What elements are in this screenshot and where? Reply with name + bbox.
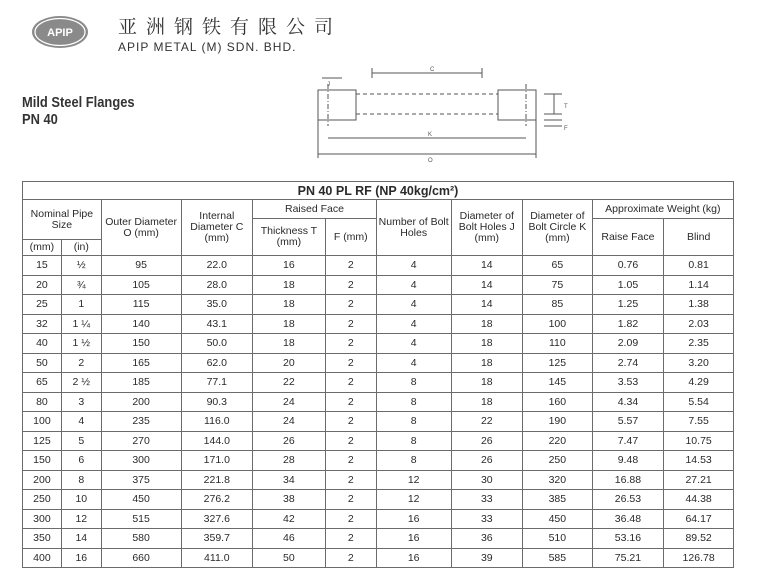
cell-outer-diameter: 660 bbox=[101, 548, 181, 568]
header-thickness: Thickness T (mm) bbox=[253, 219, 326, 256]
cell-thickness: 50 bbox=[253, 548, 326, 568]
cell-nominal-in: ½ bbox=[61, 256, 101, 276]
cell-bolt-hole-diameter: 36 bbox=[451, 529, 523, 549]
cell-bolt-hole-diameter: 18 bbox=[451, 392, 523, 412]
cell-weight-raise-face: 0.76 bbox=[592, 256, 664, 276]
cell-weight-raise-face: 1.05 bbox=[592, 275, 664, 295]
cell-weight-raise-face: 53.16 bbox=[592, 529, 664, 549]
cell-weight-raise-face: 2.09 bbox=[592, 334, 664, 354]
header-raise-face-weight: Raise Face bbox=[592, 219, 664, 256]
cell-bolt-holes: 8 bbox=[376, 373, 451, 393]
cell-bolt-holes: 12 bbox=[376, 490, 451, 510]
cell-bolt-holes: 16 bbox=[376, 509, 451, 529]
header-number-of-bolt-holes: Number of Bolt Holes bbox=[376, 200, 451, 256]
cell-weight-blind: 4.29 bbox=[664, 373, 734, 393]
cell-outer-diameter: 95 bbox=[101, 256, 181, 276]
label-o: O bbox=[428, 158, 433, 164]
cell-nominal-in: 8 bbox=[61, 470, 101, 490]
cell-bolt-holes: 4 bbox=[376, 353, 451, 373]
cell-outer-diameter: 105 bbox=[101, 275, 181, 295]
cell-nominal-mm: 300 bbox=[23, 509, 62, 529]
table-row bbox=[23, 490, 734, 510]
cell-weight-blind: 2.03 bbox=[664, 314, 734, 334]
label-f: F bbox=[564, 126, 568, 132]
cell-bolt-hole-diameter: 18 bbox=[451, 353, 523, 373]
table-row bbox=[23, 275, 734, 295]
cell-outer-diameter: 185 bbox=[101, 373, 181, 393]
cell-bolt-circle-diameter: 320 bbox=[523, 470, 593, 490]
cell-f: 2 bbox=[325, 256, 376, 276]
cell-nominal-in: ¾ bbox=[61, 275, 101, 295]
cell-internal-diameter: 327.6 bbox=[181, 509, 253, 529]
cell-outer-diameter: 150 bbox=[101, 334, 181, 354]
cell-bolt-holes: 4 bbox=[376, 275, 451, 295]
table-row bbox=[23, 509, 734, 529]
header-outer-diameter: Outer Diameter O (mm) bbox=[101, 200, 181, 256]
header-blind-weight: Blind bbox=[664, 219, 734, 256]
cell-nominal-in: 2 bbox=[61, 353, 101, 373]
cell-bolt-hole-diameter: 33 bbox=[451, 509, 523, 529]
cell-internal-diameter: 77.1 bbox=[181, 373, 253, 393]
cell-bolt-hole-diameter: 14 bbox=[451, 295, 523, 315]
cell-thickness: 24 bbox=[253, 392, 326, 412]
cell-outer-diameter: 165 bbox=[101, 353, 181, 373]
cell-bolt-holes: 8 bbox=[376, 412, 451, 432]
cell-bolt-hole-diameter: 26 bbox=[451, 451, 523, 471]
cell-bolt-circle-diameter: 450 bbox=[523, 509, 593, 529]
cell-f: 2 bbox=[325, 314, 376, 334]
cell-nominal-in: 5 bbox=[61, 431, 101, 451]
cell-f: 2 bbox=[325, 490, 376, 510]
label-t: T bbox=[564, 104, 568, 110]
company-name-chinese: 亚洲钢铁有限公司 bbox=[118, 16, 343, 38]
cell-f: 2 bbox=[325, 334, 376, 354]
label-k: K bbox=[428, 132, 433, 138]
company-name-english: APIP METAL (M) SDN. BHD. bbox=[118, 40, 297, 54]
cell-weight-raise-face: 7.47 bbox=[592, 431, 664, 451]
cell-bolt-circle-diameter: 385 bbox=[523, 490, 593, 510]
cell-internal-diameter: 171.0 bbox=[181, 451, 253, 471]
cell-nominal-in: 1 ¼ bbox=[61, 314, 101, 334]
cell-bolt-holes: 8 bbox=[376, 392, 451, 412]
header-mm: (mm) bbox=[23, 240, 62, 256]
cell-thickness: 20 bbox=[253, 353, 326, 373]
cell-nominal-mm: 40 bbox=[23, 334, 62, 354]
cell-thickness: 18 bbox=[253, 275, 326, 295]
cell-bolt-hole-diameter: 33 bbox=[451, 490, 523, 510]
cell-weight-blind: 5.54 bbox=[664, 392, 734, 412]
table-row bbox=[23, 392, 734, 412]
table-row bbox=[23, 353, 734, 373]
cell-weight-blind: 7.55 bbox=[664, 412, 734, 432]
cell-nominal-mm: 200 bbox=[23, 470, 62, 490]
cell-f: 2 bbox=[325, 548, 376, 568]
cell-bolt-holes: 16 bbox=[376, 548, 451, 568]
table-row bbox=[23, 373, 734, 393]
cell-nominal-in: 10 bbox=[61, 490, 101, 510]
cell-thickness: 22 bbox=[253, 373, 326, 393]
header-approximate-weight: Approximate Weight (kg) bbox=[592, 200, 733, 219]
label-c: C bbox=[430, 67, 435, 73]
cell-bolt-holes: 4 bbox=[376, 334, 451, 354]
cell-outer-diameter: 375 bbox=[101, 470, 181, 490]
cell-bolt-holes: 4 bbox=[376, 256, 451, 276]
cell-nominal-in: 1 ½ bbox=[61, 334, 101, 354]
cell-nominal-mm: 32 bbox=[23, 314, 62, 334]
header-raised-face: Raised Face bbox=[253, 200, 377, 219]
table-row bbox=[23, 451, 734, 471]
cell-bolt-circle-diameter: 125 bbox=[523, 353, 593, 373]
page-title bbox=[22, 94, 135, 128]
title-line-1: Mild Steel Flanges bbox=[22, 94, 135, 111]
cell-thickness: 18 bbox=[253, 314, 326, 334]
cell-weight-raise-face: 5.57 bbox=[592, 412, 664, 432]
cell-bolt-circle-diameter: 160 bbox=[523, 392, 593, 412]
cell-weight-raise-face: 26.53 bbox=[592, 490, 664, 510]
cell-bolt-holes: 4 bbox=[376, 314, 451, 334]
cell-nominal-mm: 400 bbox=[23, 548, 62, 568]
cell-bolt-circle-diameter: 145 bbox=[523, 373, 593, 393]
cell-f: 2 bbox=[325, 509, 376, 529]
cell-bolt-circle-diameter: 585 bbox=[523, 548, 593, 568]
header-f: F (mm) bbox=[325, 219, 376, 256]
cell-bolt-circle-diameter: 190 bbox=[523, 412, 593, 432]
header-diameter-of-bolt-circle: Diameter of Bolt Circle K (mm) bbox=[523, 200, 593, 256]
cell-thickness: 24 bbox=[253, 412, 326, 432]
cell-f: 2 bbox=[325, 431, 376, 451]
header-diameter-of-bolt-holes: Diameter of Bolt Holes J (mm) bbox=[451, 200, 523, 256]
cell-bolt-holes: 12 bbox=[376, 470, 451, 490]
cell-bolt-circle-diameter: 75 bbox=[523, 275, 593, 295]
cell-f: 2 bbox=[325, 373, 376, 393]
cell-nominal-in: 14 bbox=[61, 529, 101, 549]
cell-bolt-hole-diameter: 39 bbox=[451, 548, 523, 568]
cell-f: 2 bbox=[325, 451, 376, 471]
cell-weight-blind: 0.81 bbox=[664, 256, 734, 276]
table-row bbox=[23, 529, 734, 549]
cell-weight-raise-face: 2.74 bbox=[592, 353, 664, 373]
cell-internal-diameter: 28.0 bbox=[181, 275, 253, 295]
cell-thickness: 38 bbox=[253, 490, 326, 510]
cell-internal-diameter: 276.2 bbox=[181, 490, 253, 510]
cell-internal-diameter: 50.0 bbox=[181, 334, 253, 354]
cell-weight-raise-face: 75.21 bbox=[592, 548, 664, 568]
cell-thickness: 26 bbox=[253, 431, 326, 451]
header-nominal-pipe-size: Nominal Pipe Size bbox=[23, 200, 102, 240]
cell-bolt-circle-diameter: 510 bbox=[523, 529, 593, 549]
cell-nominal-mm: 50 bbox=[23, 353, 62, 373]
cell-thickness: 18 bbox=[253, 295, 326, 315]
cell-bolt-circle-diameter: 85 bbox=[523, 295, 593, 315]
table-row bbox=[23, 470, 734, 490]
table-row bbox=[23, 295, 734, 315]
cell-f: 2 bbox=[325, 353, 376, 373]
cell-nominal-mm: 100 bbox=[23, 412, 62, 432]
company-logo bbox=[30, 14, 90, 50]
cell-bolt-circle-diameter: 110 bbox=[523, 334, 593, 354]
cell-weight-blind: 27.21 bbox=[664, 470, 734, 490]
cell-bolt-circle-diameter: 250 bbox=[523, 451, 593, 471]
cell-outer-diameter: 115 bbox=[101, 295, 181, 315]
cell-internal-diameter: 90.3 bbox=[181, 392, 253, 412]
cell-f: 2 bbox=[325, 392, 376, 412]
cell-nominal-mm: 25 bbox=[23, 295, 62, 315]
cell-weight-raise-face: 1.25 bbox=[592, 295, 664, 315]
cell-weight-blind: 2.35 bbox=[664, 334, 734, 354]
cell-bolt-hole-diameter: 18 bbox=[451, 314, 523, 334]
cell-weight-blind: 89.52 bbox=[664, 529, 734, 549]
cell-nominal-mm: 150 bbox=[23, 451, 62, 471]
cell-nominal-mm: 125 bbox=[23, 431, 62, 451]
cell-nominal-in: 3 bbox=[61, 392, 101, 412]
cell-weight-blind: 126.78 bbox=[664, 548, 734, 568]
cell-outer-diameter: 270 bbox=[101, 431, 181, 451]
cell-internal-diameter: 35.0 bbox=[181, 295, 253, 315]
cell-internal-diameter: 144.0 bbox=[181, 431, 253, 451]
cell-nominal-mm: 250 bbox=[23, 490, 62, 510]
cell-weight-blind: 1.14 bbox=[664, 275, 734, 295]
cell-outer-diameter: 235 bbox=[101, 412, 181, 432]
cell-weight-blind: 14.53 bbox=[664, 451, 734, 471]
cell-outer-diameter: 515 bbox=[101, 509, 181, 529]
cell-weight-blind: 10.75 bbox=[664, 431, 734, 451]
cell-weight-blind: 44.38 bbox=[664, 490, 734, 510]
cell-bolt-holes: 8 bbox=[376, 451, 451, 471]
cell-outer-diameter: 300 bbox=[101, 451, 181, 471]
cell-internal-diameter: 116.0 bbox=[181, 412, 253, 432]
table-row bbox=[23, 412, 734, 432]
cell-weight-blind: 1.38 bbox=[664, 295, 734, 315]
cell-internal-diameter: 221.8 bbox=[181, 470, 253, 490]
cell-weight-raise-face: 36.48 bbox=[592, 509, 664, 529]
cell-outer-diameter: 140 bbox=[101, 314, 181, 334]
cell-thickness: 42 bbox=[253, 509, 326, 529]
cell-nominal-in: 4 bbox=[61, 412, 101, 432]
cell-bolt-circle-diameter: 100 bbox=[523, 314, 593, 334]
table-caption: PN 40 PL RF (NP 40kg/cm²) bbox=[23, 182, 734, 200]
cell-weight-raise-face: 4.34 bbox=[592, 392, 664, 412]
cell-f: 2 bbox=[325, 529, 376, 549]
cell-nominal-in: 2 ½ bbox=[61, 373, 101, 393]
flange-cross-section-drawing bbox=[312, 64, 580, 164]
cell-nominal-mm: 350 bbox=[23, 529, 62, 549]
cell-outer-diameter: 450 bbox=[101, 490, 181, 510]
cell-thickness: 46 bbox=[253, 529, 326, 549]
cell-nominal-mm: 20 bbox=[23, 275, 62, 295]
table-row bbox=[23, 334, 734, 354]
table-row bbox=[23, 256, 734, 276]
cell-weight-raise-face: 9.48 bbox=[592, 451, 664, 471]
cell-f: 2 bbox=[325, 412, 376, 432]
cell-nominal-mm: 65 bbox=[23, 373, 62, 393]
logo-text: APIP bbox=[47, 27, 73, 39]
cell-f: 2 bbox=[325, 470, 376, 490]
cell-nominal-in: 1 bbox=[61, 295, 101, 315]
cell-bolt-hole-diameter: 14 bbox=[451, 256, 523, 276]
cell-outer-diameter: 200 bbox=[101, 392, 181, 412]
cell-internal-diameter: 62.0 bbox=[181, 353, 253, 373]
cell-bolt-circle-diameter: 65 bbox=[523, 256, 593, 276]
header-internal-diameter: Internal Diameter C (mm) bbox=[181, 200, 253, 256]
cell-weight-raise-face: 16.88 bbox=[592, 470, 664, 490]
cell-weight-raise-face: 3.53 bbox=[592, 373, 664, 393]
cell-bolt-holes: 8 bbox=[376, 431, 451, 451]
label-j: J bbox=[327, 82, 330, 88]
cell-weight-raise-face: 1.82 bbox=[592, 314, 664, 334]
cell-internal-diameter: 22.0 bbox=[181, 256, 253, 276]
header-in: (in) bbox=[61, 240, 101, 256]
cell-bolt-hole-diameter: 30 bbox=[451, 470, 523, 490]
cell-thickness: 18 bbox=[253, 334, 326, 354]
company-header bbox=[118, 12, 342, 54]
cell-outer-diameter: 580 bbox=[101, 529, 181, 549]
cell-internal-diameter: 359.7 bbox=[181, 529, 253, 549]
cell-nominal-in: 6 bbox=[61, 451, 101, 471]
cell-bolt-hole-diameter: 18 bbox=[451, 373, 523, 393]
cell-bolt-hole-diameter: 18 bbox=[451, 334, 523, 354]
cell-bolt-hole-diameter: 26 bbox=[451, 431, 523, 451]
cell-nominal-in: 16 bbox=[61, 548, 101, 568]
flange-spec-table bbox=[22, 181, 734, 568]
cell-internal-diameter: 43.1 bbox=[181, 314, 253, 334]
cell-thickness: 16 bbox=[253, 256, 326, 276]
cell-weight-blind: 3.20 bbox=[664, 353, 734, 373]
cell-nominal-mm: 80 bbox=[23, 392, 62, 412]
cell-internal-diameter: 411.0 bbox=[181, 548, 253, 568]
table-row bbox=[23, 548, 734, 568]
cell-bolt-holes: 4 bbox=[376, 295, 451, 315]
cell-nominal-in: 12 bbox=[61, 509, 101, 529]
cell-bolt-hole-diameter: 14 bbox=[451, 275, 523, 295]
cell-thickness: 28 bbox=[253, 451, 326, 471]
title-line-2: PN 40 bbox=[22, 111, 58, 128]
cell-f: 2 bbox=[325, 275, 376, 295]
cell-thickness: 34 bbox=[253, 470, 326, 490]
cell-bolt-holes: 16 bbox=[376, 529, 451, 549]
cell-bolt-hole-diameter: 22 bbox=[451, 412, 523, 432]
cell-bolt-circle-diameter: 220 bbox=[523, 431, 593, 451]
table-row bbox=[23, 431, 734, 451]
cell-nominal-mm: 15 bbox=[23, 256, 62, 276]
cell-weight-blind: 64.17 bbox=[664, 509, 734, 529]
cell-f: 2 bbox=[325, 295, 376, 315]
table-row bbox=[23, 314, 734, 334]
